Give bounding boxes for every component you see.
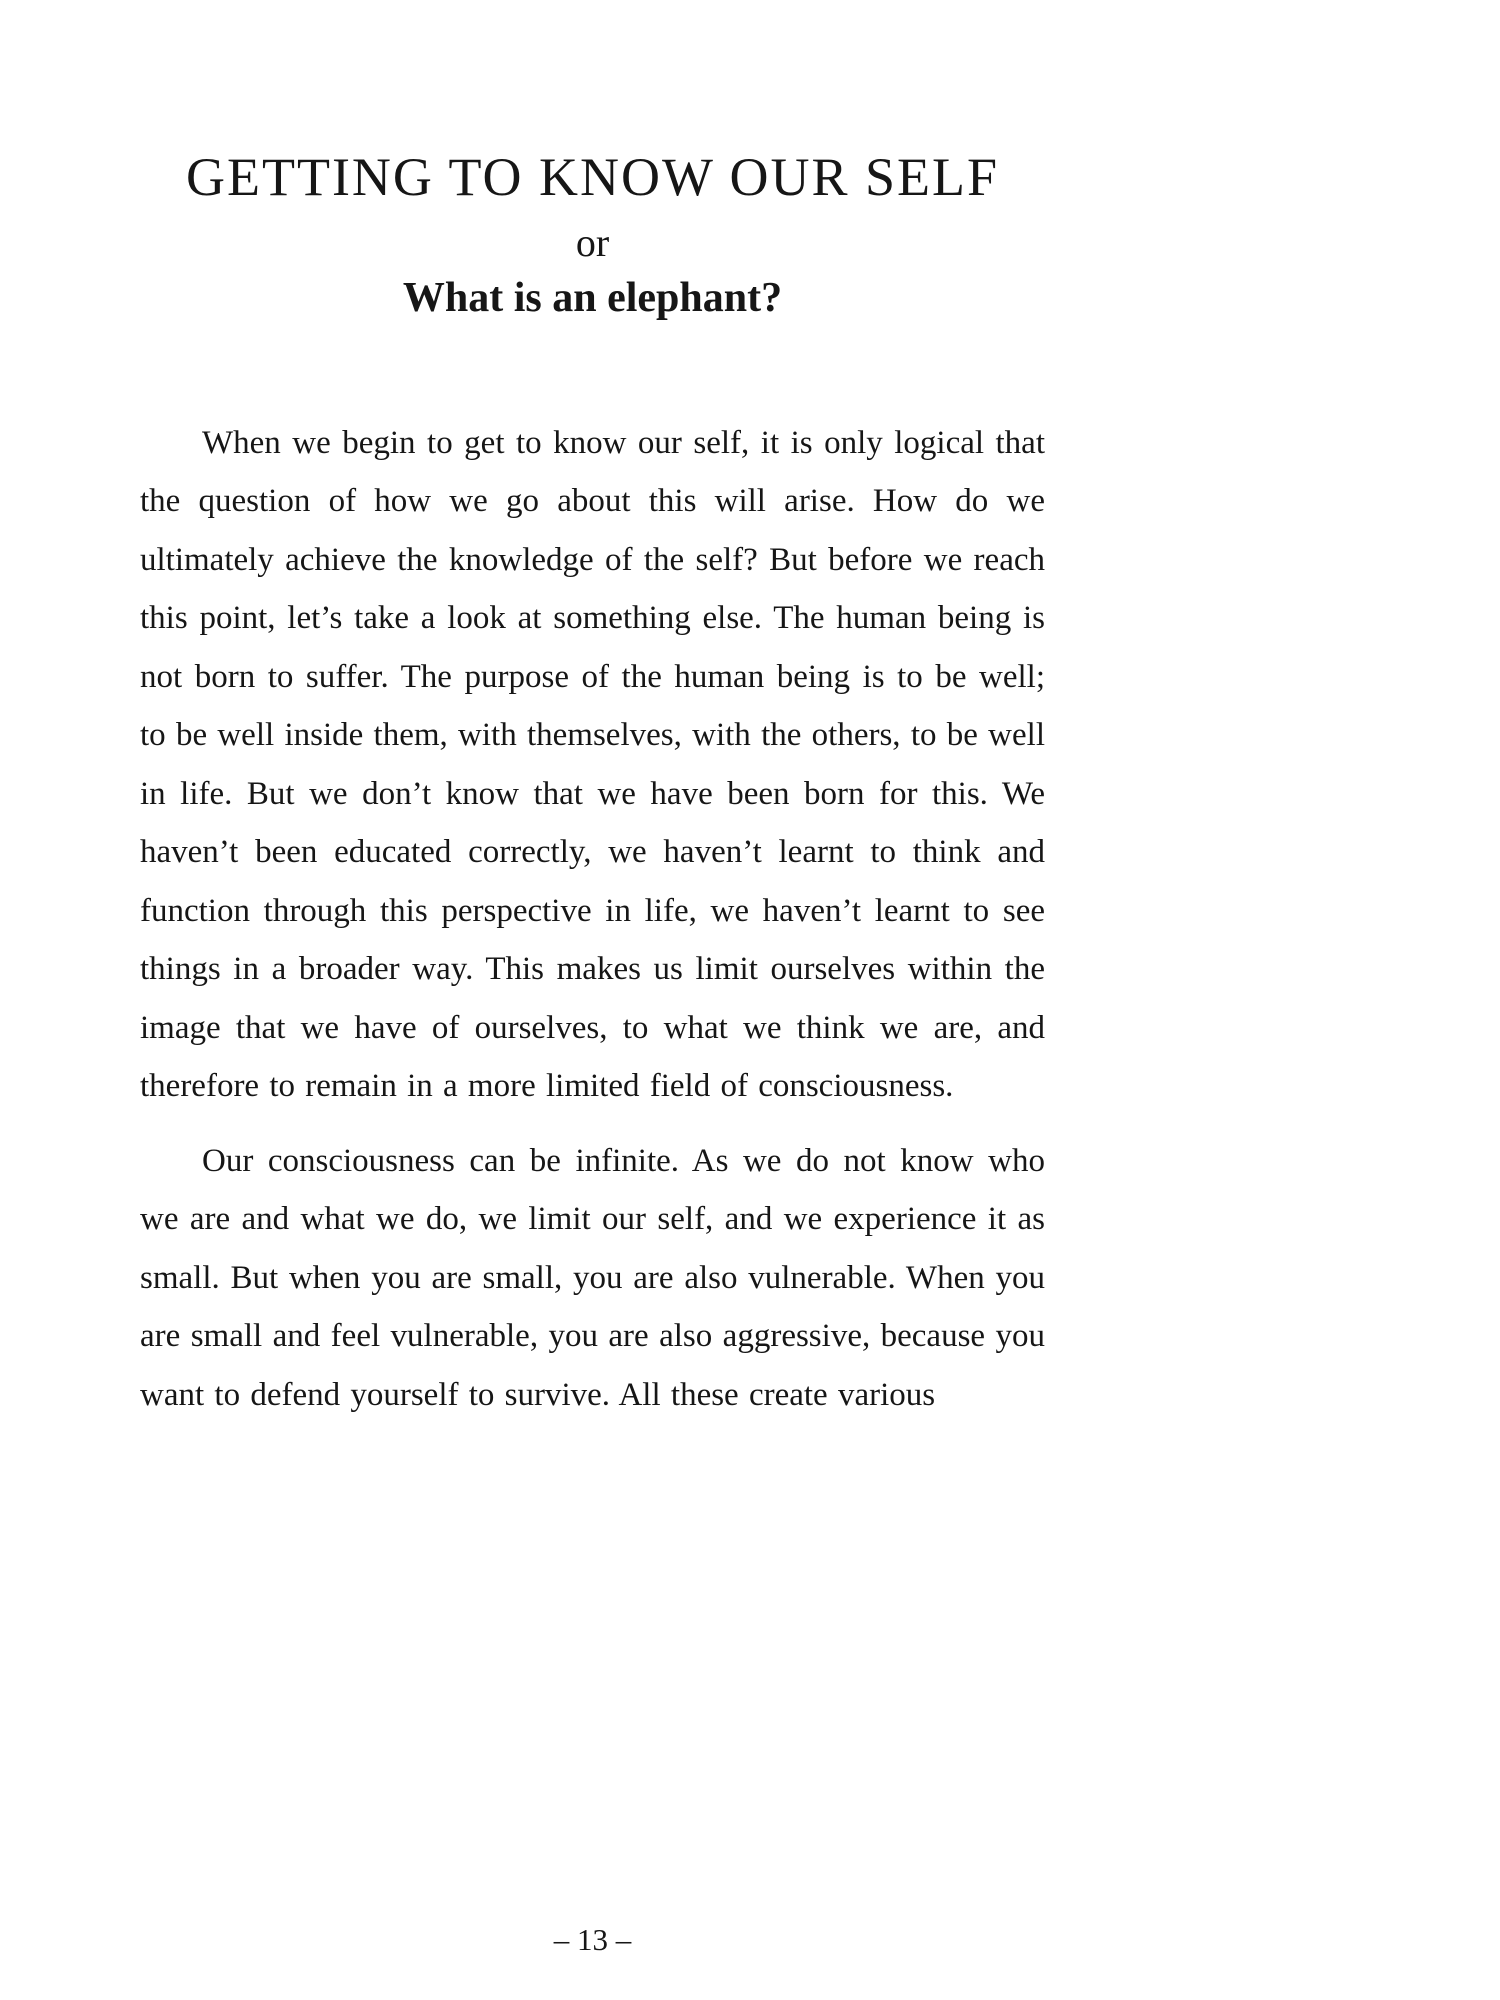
chapter-subtitle: What is an elephant? [402,275,783,322]
page-number: – 13 – [553,1922,632,1957]
paragraph: When we begin to get to know our self, it is only logical that the question of how we go about this will arise. How do we ultimately achieve the knowledge of the self? But before we reach this point, let’s take a look at something else. The human being is not born to suffer. The purpose of the human being is to be well; to be well inside them, with themselves, with the others, to be well in life. But we don’t know that we have been born for this. We haven’t been educated correctly, we haven’t learnt to think and function through this perspective in life, we haven’t learnt to see things in a broader way. This makes us limit ourselves within the image that we have of ourselves, to what we think we are, and therefore to remain in a more limited field of consciousness. [140,424,1045,1105]
body-text [140,414,1045,1425]
paragraph: Our consciousness can be infinite. As we do not know who we are and what we do, we limit our self, and we experience it as small. But when you are small, you are also vulnerable. When you are small and feel vulnerable, you are also aggressive, because you want to defend yourself to survive. All these create various [140,1142,1045,1413]
chapter-subtitle-or: or [575,220,610,266]
text-column [140,0,1045,1424]
chapter-title: GETTING TO KNOW OUR SELF [186,147,999,207]
